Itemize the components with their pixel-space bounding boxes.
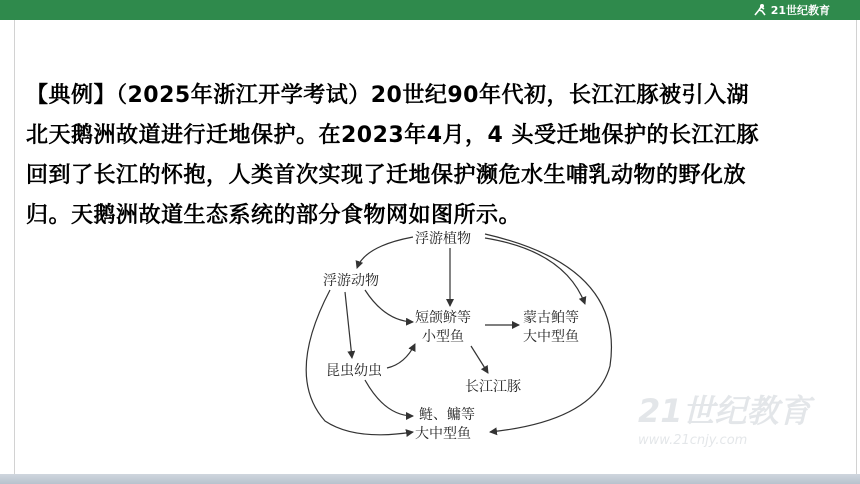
node-small-fish-line1: 短颌鲚等: [415, 310, 471, 326]
arrow-zoo-to-insect: [345, 292, 352, 358]
food-web-diagram: [295, 226, 625, 458]
watermark-url: www.21cnjy.com: [638, 433, 748, 448]
node-zooplankton: 浮游动物: [323, 273, 379, 289]
site-watermark: [598, 384, 848, 454]
arrow-phyto-to-mongolian: [485, 238, 585, 304]
watermark-text: 21世纪教育: [638, 392, 811, 430]
node-mongolian-line2: 大中型鱼: [523, 329, 579, 345]
bottom-footer-bar: [0, 474, 860, 484]
runner-icon: [752, 3, 768, 17]
text-line: 回到了长江的怀抱，人类首次实现了迁地保护濒危水生哺乳动物的野化放: [26, 163, 747, 188]
node-mongolian-line1: 蒙古鲌等: [523, 310, 579, 326]
right-border-line: [856, 20, 857, 484]
arrow-phyto-to-zoo: [357, 237, 413, 268]
node-finless-porpoise: 长江江豚: [465, 379, 521, 395]
node-silver-carp-line1: 鲢、鳙等: [419, 407, 475, 423]
arrow-insect-to-silvercarp: [365, 380, 413, 416]
arrow-smallfish-to-porpoise: [471, 346, 488, 373]
arrow-insect-to-smallfish: [387, 344, 415, 368]
node-silver-carp-line2: 大中型鱼: [415, 426, 471, 442]
brand-logo: [752, 2, 830, 18]
node-insect-larvae: 昆虫幼虫: [326, 363, 382, 379]
example-question-text: [26, 76, 826, 236]
text-line: 北天鹅洲故道进行迁地保护。在2023年4月，4 头受迁地保护的长江江豚: [26, 123, 760, 148]
left-border-line: [14, 20, 15, 484]
arrow-zoo-to-smallfish: [365, 290, 413, 322]
text-line: 归。天鹅洲故道生态系统的部分食物网如图所示。: [26, 203, 522, 228]
node-small-fish-line2: 小型鱼: [422, 329, 464, 345]
logo-text: 21世纪教育: [770, 4, 830, 17]
text-line: 【典例】（2025年浙江开学考试）20世纪90年代初，长江江豚被引入湖: [26, 83, 749, 108]
top-header-bar: [0, 0, 860, 20]
node-phytoplankton: 浮游植物: [415, 231, 471, 247]
